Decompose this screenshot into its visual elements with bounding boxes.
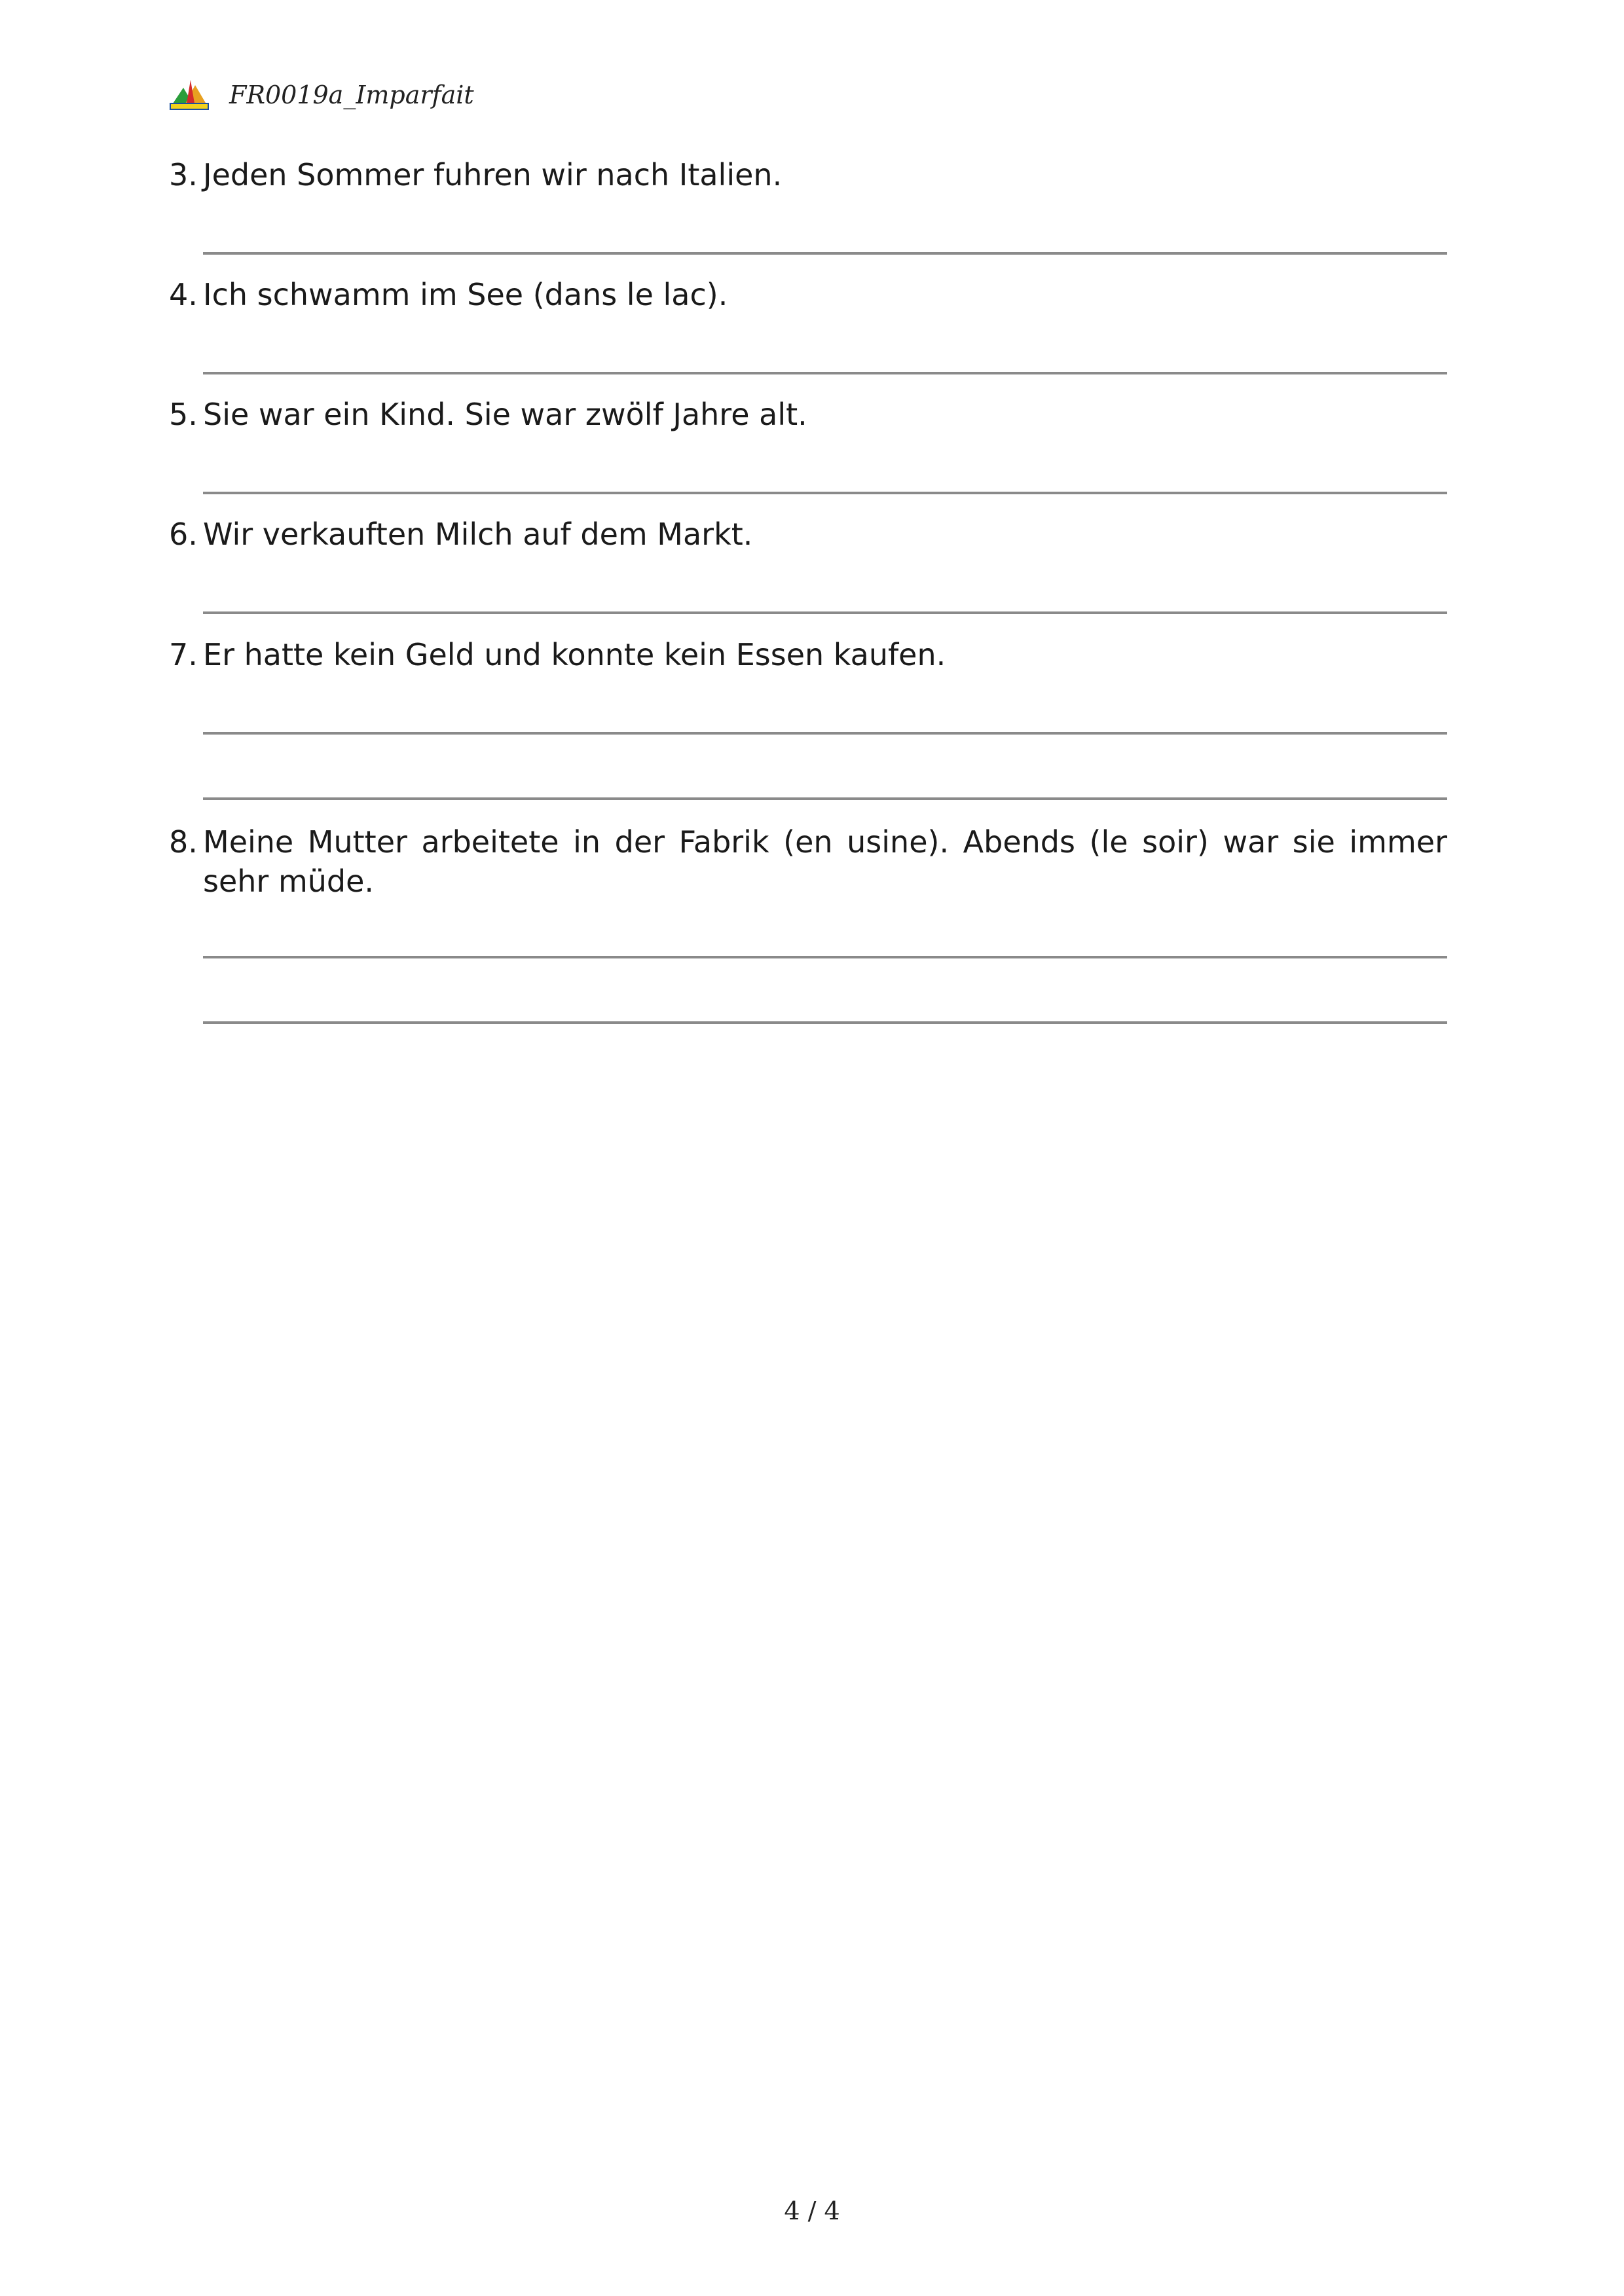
exercise-item (169, 275, 1447, 314)
answer-line[interactable] (203, 732, 1447, 735)
exercise-text: Er hatte kein Geld und konnte kein Essen kaufen. (203, 637, 946, 672)
exercise-number: 4. (169, 277, 198, 312)
exercise-number: 3. (169, 157, 198, 192)
exercise-item (169, 822, 1447, 901)
exercise-number: 5. (169, 397, 198, 432)
mountain-logo-icon (169, 79, 210, 111)
exercise-number: 8. (169, 824, 198, 860)
exercise-item (169, 395, 1447, 434)
answer-line[interactable] (203, 797, 1447, 800)
exercise-number: 6. (169, 517, 198, 552)
exercise-text: Jeden Sommer fuhren wir nach Italien. (203, 157, 783, 192)
answer-line[interactable] (203, 252, 1447, 255)
exercise-item (169, 635, 1447, 674)
page-header (169, 72, 474, 118)
answer-line[interactable] (203, 372, 1447, 374)
exercise-text: Ich schwamm im See (dans le lac). (203, 277, 728, 312)
answer-line[interactable] (203, 956, 1447, 958)
document-title: FR0019a_Imparfait (229, 81, 474, 109)
answer-line[interactable] (203, 1021, 1447, 1024)
exercise-text: Meine Mutter arbeitete in der Fabrik (en usine). Abends (le soir) war sie immer sehr müde. (203, 824, 1447, 899)
answer-line[interactable] (203, 611, 1447, 614)
exercise-text: Wir verkauften Milch auf dem Markt. (203, 517, 753, 552)
answer-line[interactable] (203, 492, 1447, 494)
page-number: 4 / 4 (784, 2196, 840, 2225)
exercise-item (169, 155, 1447, 194)
exercise-number: 7. (169, 637, 198, 672)
exercise-text: Sie war ein Kind. Sie war zwölf Jahre alt. (203, 397, 807, 432)
exercise-item (169, 515, 1447, 554)
